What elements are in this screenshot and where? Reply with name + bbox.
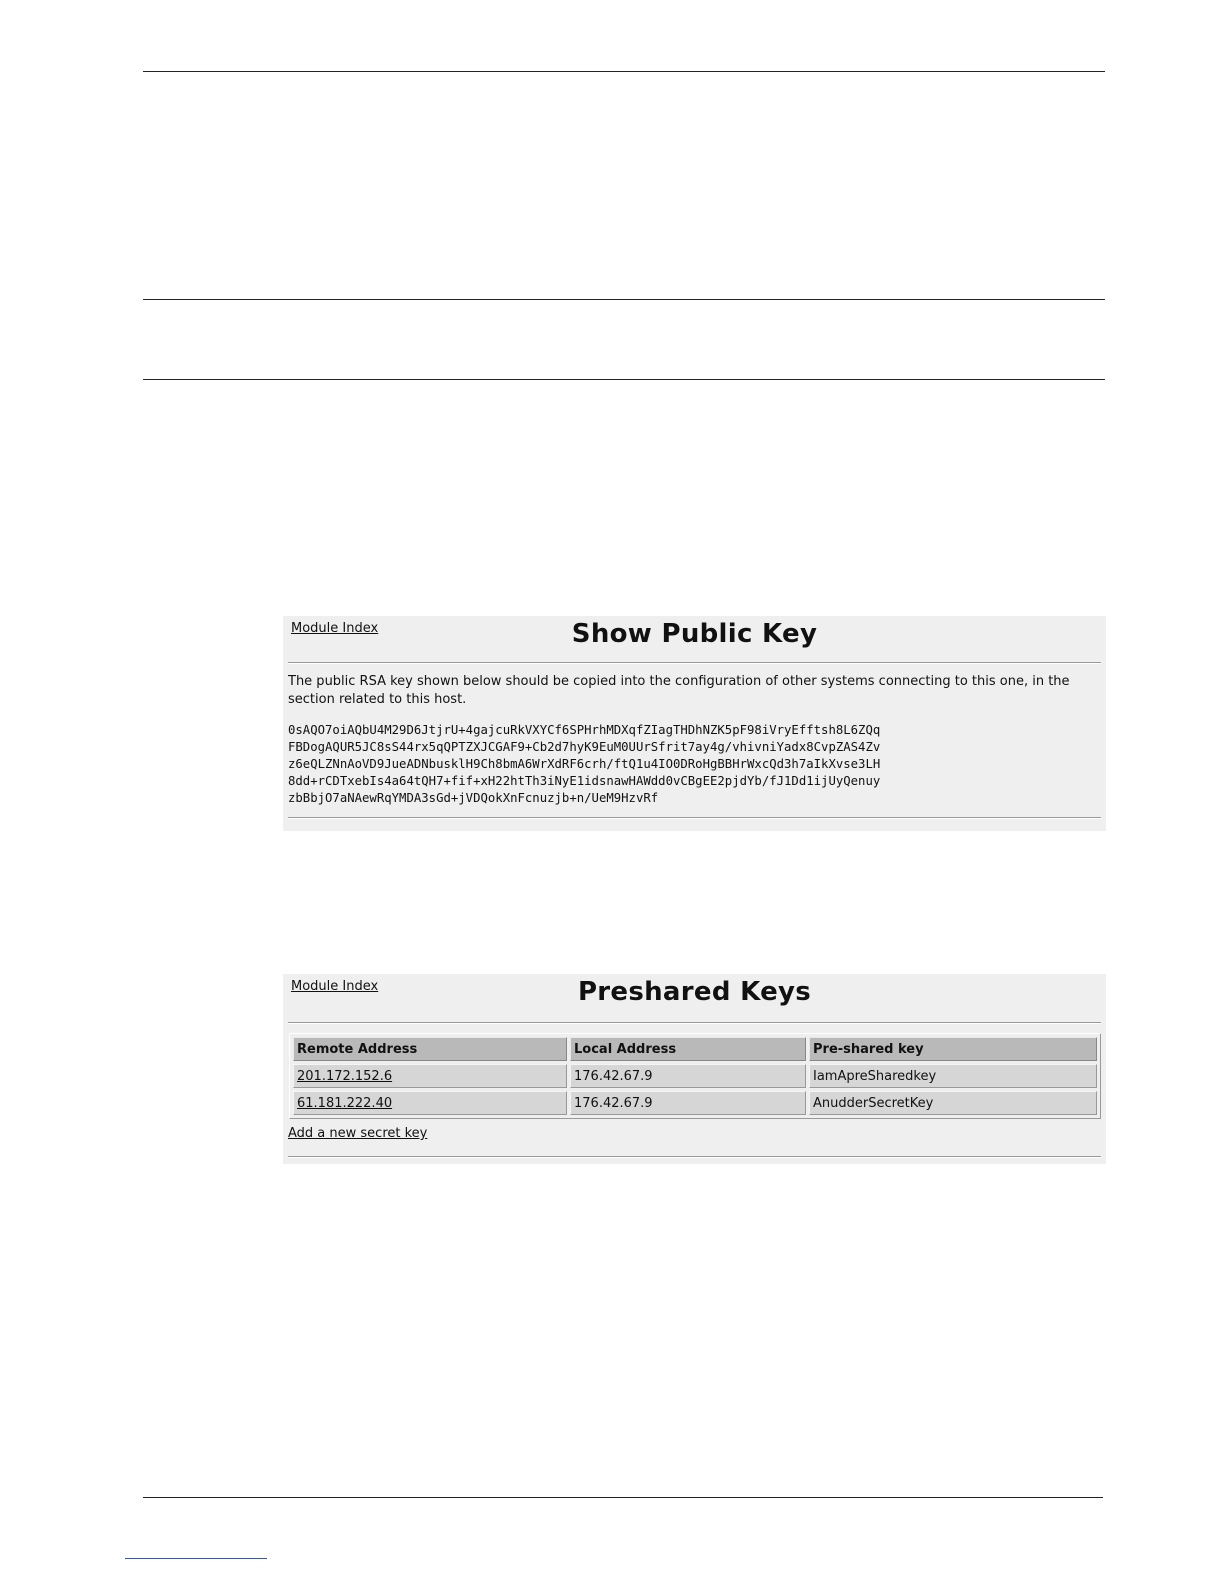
page-title: Show Public Key [571,619,818,649]
key-line: z6eQLZNnAoVD9JueADNbusklH9Ch8bmA6WrXdRF6crh/ftQ1u4IO0DRoHgBBHrWxcQd3h7aIkXvse3LH [288,757,881,771]
local-address-cell: 176.42.67.9 [570,1064,806,1088]
preshared-keys-table [289,1033,1101,1119]
page-title: Preshared Keys [577,977,812,1007]
module-index-link[interactable]: Module Index [291,979,379,994]
preshared-key-cell: IamApreSharedkey [809,1064,1097,1088]
key-line: 8dd+rCDTxebIs4a64tQH7+fif+xH22htTh3iNyE1idsnawHAWdd0vCBgEE2pjdYb/fJ1Dd1ijUyQenuy [288,774,881,788]
remote-address-link[interactable]: 61.181.222.40 [293,1091,567,1115]
header-rule [143,71,1105,72]
public-key-text [288,722,880,807]
section-rule-upper [143,299,1105,300]
table-row [293,1064,1097,1088]
divider [288,662,1101,664]
remote-address-link[interactable]: 201.172.152.6 [293,1064,567,1088]
table-row [293,1091,1097,1115]
divider [288,817,1101,819]
divider [288,1156,1101,1158]
key-line: 0sAQO7oiAQbU4M29D6JtjrU+4gajcuRkVXYCf6SPHrhMDXqfZIagTHDhNZK5pF98iVryEfftsh8L6ZQq [288,723,881,737]
column-header-preshared-key: Pre-shared key [809,1037,1097,1061]
table-header-row [293,1037,1097,1061]
divider [288,1022,1101,1024]
footnote-rule [125,1558,267,1559]
key-line: FBDogAQUR5JC8sS44rx5qQPTZXJCGAF9+Cb2d7hyK9EuM0UUrSfrit7ay4g/vhivniYadx8CvpZAS4Zv [288,740,881,754]
column-header-local-address: Local Address [570,1037,806,1061]
preshared-key-cell: AnudderSecretKey [809,1091,1097,1115]
module-index-link[interactable]: Module Index [291,621,379,636]
local-address-cell: 176.42.67.9 [570,1091,806,1115]
section-rule-lower [143,379,1105,380]
public-key-description: The public RSA key shown below should be copied into the configuration of other systems connecting to this one, in the section related to this host. [288,674,1070,707]
column-header-remote-address: Remote Address [293,1037,567,1061]
preshared-keys-panel [283,974,1106,1164]
show-public-key-panel [283,616,1106,831]
add-secret-key-link[interactable]: Add a new secret key [288,1126,428,1141]
footer-rule [143,1497,1103,1498]
key-line: zbBbjO7aNAewRqYMDA3sGd+jVDQokXnFcnuzjb+n/UeM9HzvRf [288,791,659,805]
